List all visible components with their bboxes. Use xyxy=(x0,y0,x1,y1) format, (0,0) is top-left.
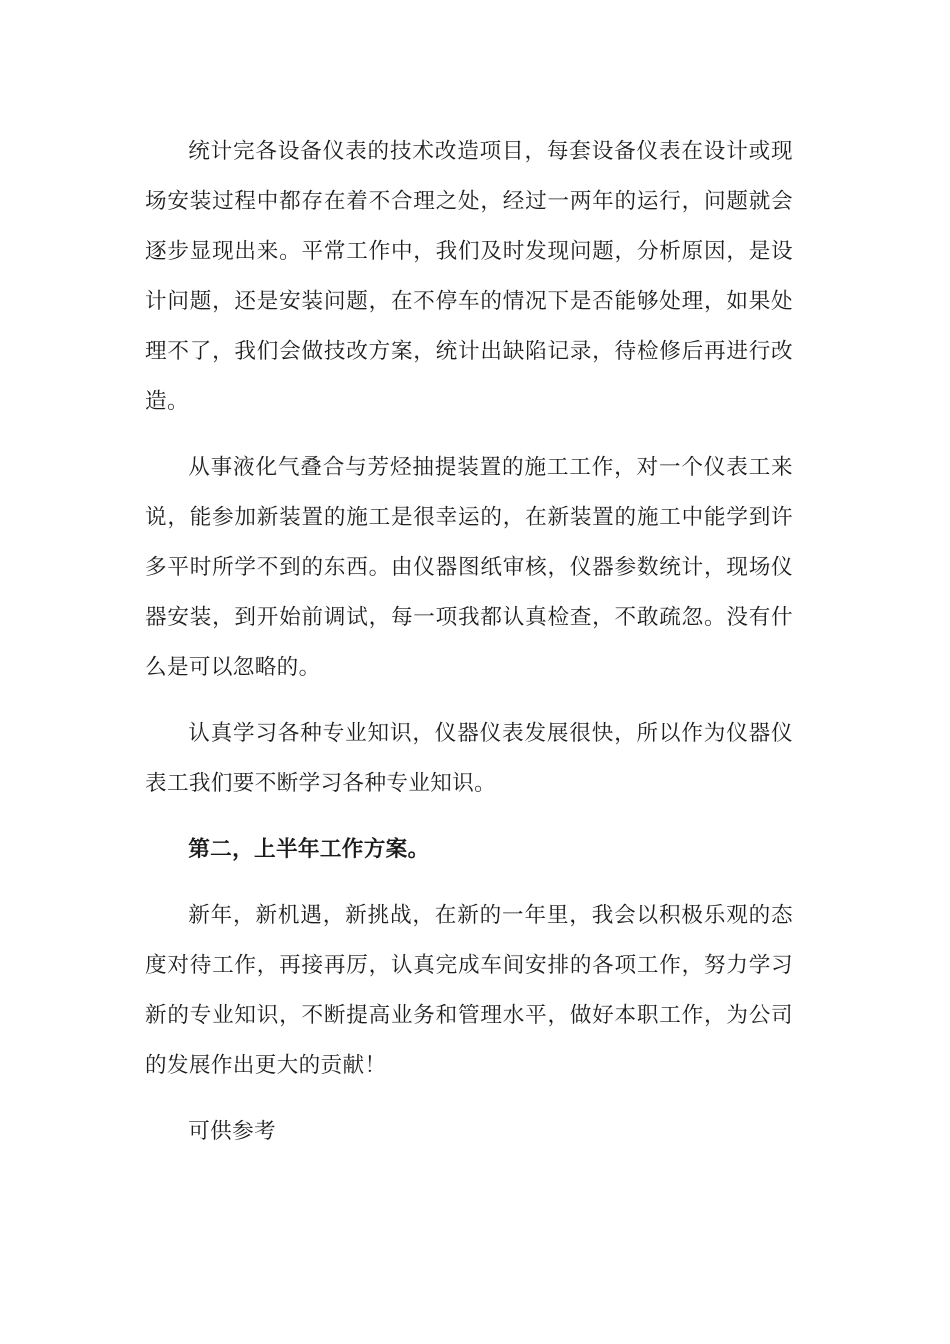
footer-note: 可供参考 xyxy=(188,1119,276,1144)
paragraph-technical-renovation: 统计完各设备仪表的技术改造项目，每套设备仪表在设计或现场安装过程中都存在着不合理之处，经过一两年的运行，问题就会逐步显现出来。平常工作中，我们及时发现问题，分析原因，是设计问题，还是安装问题，在不停车的情况下是否能够处理，如果处理不了，我们会做技改方案，统计出缺陷记录，待检修后再进行改造。 xyxy=(145,139,793,414)
paragraph-new-year-plan: 新年，新机遇，新挑战，在新的一年里，我会以积极乐观的态度对待工作，再接再厉，认真完成车间安排的各项工作，努力学习新的专业知识，不断提高业务和管理水平，做好本职工作，为公司的发展作出更大的贡献！ xyxy=(145,903,793,1078)
section-heading: 第二，上半年工作方案。 xyxy=(188,837,430,862)
paragraph-study-knowledge: 认真学习各种专业知识，仪器仪表发展很快，所以作为仪器仪表工我们要不断学习各种专业知识。 xyxy=(145,721,793,796)
document-body xyxy=(145,127,793,1173)
paragraph-new-installation: 从事液化气叠合与芳烃抽提装置的施工工作，对一个仪表工来说，能参加新装置的施工是很幸运的，在新装置的施工中能学到许多平时所学不到的东西。由仪器图纸审核，仪器参数统计，现场仪器安装，到开始前调试，每一项我都认真检查，不敢疏忽。没有什么是可以忽略的。 xyxy=(145,455,793,680)
